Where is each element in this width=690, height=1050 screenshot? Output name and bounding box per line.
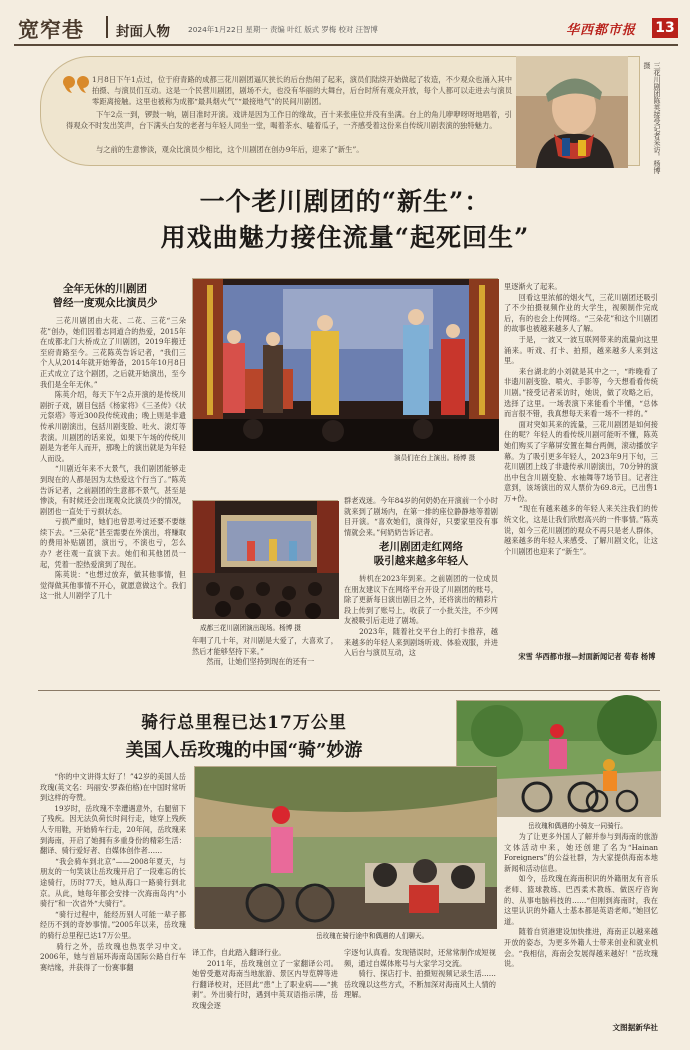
portrait-caption: 三花川剧团陈英接受记者采访。杨博 摄 — [643, 62, 661, 174]
story2-column-2: 译工作，自此踏入翻译行业。 2011年，岳玫瑰创立了一家翻译公司。她曾受邀对海南当地旅游、景区内导览牌等进行翻译校对，还回此“患”上了职业病——“挑刺”。外出骑行时，遇到中英双语指示牌，岳玫瑰会逐 — [192, 948, 338, 1010]
header-divider — [106, 16, 108, 38]
story1-byline: 宋雪 华西都市报—封面新闻记者 荀春 杨博 — [504, 652, 656, 661]
story2-headline: 美国人岳玫瑰的中国“骑”妙游 — [125, 740, 363, 761]
intro-paragraph-2: 下午2点一到，锣鼓一响，剧目准时开演。戏讲是因为工作日的缘故，百十来张座位并没有坐满。台上的角儿咿咿呀呀地唱着，引得观众不时发出笑声，台下满头白发的老者与年轻人同坐一堂，喝着茶水、嗑着瓜子，一齐感受着这份来自传统川剧表演的独特魅力。 — [66, 110, 512, 130]
stage-photo-caption: 演员们在台上演出。杨博 摄 — [394, 454, 476, 462]
story1-column-2c: 转机在2023年到来。之前剧团的一位成员在朋友建议下在网络平台开设了川剧团的账号，除了更新每日演出剧目之外，还将演出的精彩片段上传到了账号上，收获了一小批关注，不少网友被吸引后走进了剧场。 2023年，随着社交平台上的打卡推荐，越来越多的年轻人来到剧场听戏、体验戏服，并进入后台与演员互动，这 — [344, 574, 498, 658]
story1-subhead-4: 吸引越来越多年轻人 — [373, 555, 469, 567]
story1-subhead-1: 全年无休的川剧团 — [63, 283, 147, 295]
intro-paragraph-3: 与之前的生意惨淡，观众比演员少相比，这个川剧团在创办9年后，迎来了“新生”。 — [96, 145, 364, 154]
story2-byline: 文图据新华社 — [612, 1023, 658, 1032]
story2-kicker: 骑行总里程已达17万公里 — [141, 713, 347, 733]
page-header — [0, 0, 690, 46]
quote-mark-icon — [62, 74, 92, 98]
story1-column-3: 里逐渐火了起来。 回看这里浓郁的烟火气，三花川剧团还吸引了不少拍摄视频作业的大学生，视频制作完成后，有的也会上传网络。“三朵花”和这个川剧团的故事也被越来越多人了解。 于是，一波又一波互联网带来的流量向这里涌来。听戏、打卡、拍照，越来越多人来到这里。 来台湖北的小刘就是其中之一，“昨晚看了非遗川剧变脸、喷火、手影等，今天想看看传统川剧。”接受记者采访时，她说，做了攻略之后，选择了这里。一场表演下来能看个半懂，“总体而言很不错，我真想每天来看一场不一样的。” 面对突如其来的流量，三花川剧团是如何接住的呢？年轻人的看传统川剧可能听不懂，陈英她们购买了字幕屏安置在舞台两侧，滚动播放字幕。为了吸引更多年轻人，2023年9月下旬，三花川剧团上线了非遗传承川剧演出，70分钟的演出中包含川剧变脸、水袖舞等7场节目。记者注意到，该场演出的双人票价为69.8元，已出售1万+份。 “现在有越来越多的年轻人来关注我们的传统文化，这是让我们欣慰高兴的一件事情。”陈英说，如今三花川剧团的观众不再只是老人群体，越来越多的年轻人来感受、了解川剧文化，让这个川剧团也迎来了“新生”。 — [504, 282, 658, 556]
story1-column-1: 三花川剧团由大花、二花、三花“三朵花”创办，她们因着志同道合的热爱，2015年在成都北门大桥成立了川剧团，2019年搬迁至府青路至今。三花陈英告诉记者，“我们三个人从2014年就开始筹备，2015年10月8日正式成立了这个剧团，之后就开始演出，至今我们是全年无休。” 陈英介绍，每天下午2点开演的是传统川剧折子戏，剧目包括《杨家将》《三圣传》《状元祭塔》等近300段传统戏曲；晚上则是非遗传承川剧演出，包括川剧变脸、吐火、滚灯等表演。川剧团的话来说，如果下午场的传统川剧是为老年人而开，那晚上的演出就是为年轻人而设。 “川剧近年来不大景气，我们剧团能够走到现在的人都是因为太热爱这个行当了。”陈英告诉记者，之前剧团的生意都不景气，甚至是惨淡，有时候还会出现观众比演员少的情况，剧团也一直处于亏损状态。 亏损严重时，她们也曾思考过还要不要继续下去。“三朵花”甚至需要在外演出，将赚取的费用补贴剧团，演出亏，不演也亏，怎么办？老往观一直演下去。她们和其他团员一起，凭着一腔热爱演到了现在。 陈英说：“也想过放弃，做其他事情，但觉得做其他事情不开心，就愿意做这个。我们这一批人川剧学了几十 — [40, 316, 186, 601]
cycling-photo-caption: 岳玫瑰和偶遇的小骑友一同骑行。 — [528, 822, 627, 830]
chatting-photo — [194, 766, 496, 928]
chatting-photo-caption: 岳玫瑰在骑行途中和偶遇的人们聊天。 — [316, 932, 429, 940]
portrait-photo — [516, 56, 628, 168]
newspaper-logo: 华西都市报 — [566, 23, 637, 38]
story2-column-3: 字逐句认真看。发现错误时，还常常制作成短视频，通过自媒体账号与大家学习交流。 骑行、探店打卡、拍摄短视频记录生活……岳玫瑰以这些方式，不断加深对海南风土人情的理解。 — [344, 948, 496, 1000]
story1-subhead-3: 老川剧团走红网络 — [379, 541, 463, 553]
column-name: 封面人物 — [116, 24, 170, 40]
story1-column-2b: 群老戏迷。今年84岁的何奶奶在开演前一个小时就来到了剧场内，在第一排的座位静静地等着剧目开演。“喜欢她们，演得好，只要家里没有事情就会来。”何奶奶告诉记者。 — [344, 496, 498, 537]
story2-column-4: 为了让更多外国人了解并参与到海南的旅游文体活动中来，她还创建了名为“Hainan Foreigners”的公益社群，为大家提供海南本地新闻和活动信息。 如今，岳玫瑰在海南积识的外籍朋友有音乐老师、篮球教练、巴西柔术教练、做医疗咨询的、从事电脑科技的……“但刚到海南时，我在这里认识的外籍人士基本都是英语老师。”她回忆道。 随着自贸港建设加快推进，海南正以越来越开放的姿态，为更多外籍人士带来创业和就业机会。“我相信，海南会发展得越来越好！”岳玫瑰说。 — [504, 832, 658, 969]
main-headline-line2: 用戏曲魅力接住流量“起死回生” — [160, 223, 530, 252]
story1-subhead-2: 曾经一度观众比演员少 — [52, 297, 158, 309]
page-number: 13 — [652, 18, 678, 38]
intro-paragraph-1: 1月8日下午1点过，位于府青路的成都三花川剧团逼仄狭长的后台热闹了起来，演员们陆续开始做起了妆造，不少观众也涌入其中拍摄、与演员们互动。这是一个民营川剧团，剧场不大，也没有华丽的大舞台，后台时所有观众开放，每个人都可以走进去与演员零距离接触。这里也被称为成都“最具烟火气”“最接地气”的民间川剧团。 — [92, 75, 512, 106]
story2-column-1: “你的中文讲得太好了！”42岁的美国人岳玫瑰(英文名：玛丽安·罗森伯格)在中国时常听到这样的夸赞。 19岁时，岳玫瑰不幸遭遇意外，右腿留下了残疾。因无法负荷长时间行走，她穿上残疾人专用鞋，开始骑车行走，20年间，岳玫瑰来到海南，开启了她拥有多重身份的精彩生活：翻译、骑行爱好者、自媒体创作者…… “我会骑车到北京”——2008年夏天，与朋友的一句笑谈让岳玫瑰开启了一段难忘的长途骑行，历时77天，她从海口一路骑行到北京。从此，她每年都会安排一次海南岛内“小骑行”和一次省外“大骑行”。 “骑行过程中，能经历别人可能一辈子都经历不到的奇妙事情。”2005年以来，岳玫瑰的骑行总里程已达17万公里。 骑行之外，岳玫瑰也热衷学习中文。2006年，她与首届环海南岛国际公路自行车赛结缘，并获得了一份赛事翻 — [40, 772, 186, 972]
stage-photo — [192, 278, 498, 450]
theater-photo — [192, 500, 338, 618]
issue-meta: 2024年1月22日 星期一 责编 叶红 版式 罗梅 校对 汪智博 — [188, 25, 378, 34]
story1-column-2a: 年唱了几十年，对川剧是大爱了，大喜欢了，然后才能够坚持下来。” 然而，让她们坚持到现在的还有一 — [192, 636, 338, 667]
theater-photo-caption: 成都三花川剧团演出现场。杨博 摄 — [200, 624, 302, 632]
main-headline-line1: 一个老川剧团的“新生”： — [199, 187, 491, 216]
section-title: 宽窄巷 — [18, 18, 84, 42]
story-divider — [38, 690, 660, 691]
header-rule — [14, 44, 678, 46]
